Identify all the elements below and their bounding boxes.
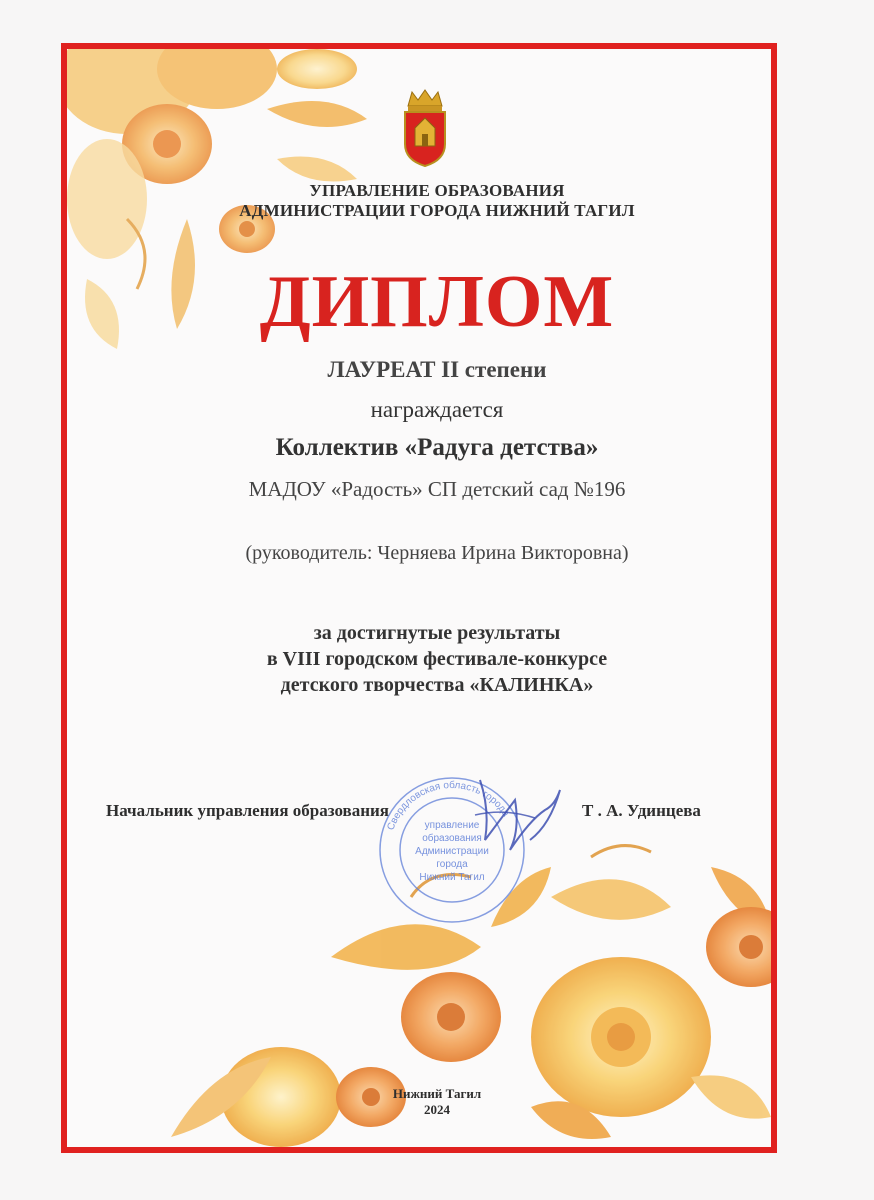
achievement-line-1: за достигнутые результаты bbox=[313, 622, 561, 644]
coat-of-arms-icon bbox=[400, 88, 450, 168]
issuer-organization bbox=[0, 181, 874, 221]
handwritten-signature bbox=[460, 770, 570, 860]
stamp-line-5: Нижний Тагил bbox=[419, 872, 485, 883]
stamp-line-4: города bbox=[436, 859, 468, 870]
recipient-leader: (руководитель: Черняева Ирина Викторовна) bbox=[245, 542, 629, 564]
issue-city: Нижний Тагил bbox=[392, 1086, 482, 1101]
diploma-title: ДИПЛОМ bbox=[259, 261, 615, 343]
awarded-label: награждается bbox=[370, 397, 504, 422]
stamp-ring-text: Свердловская область города bbox=[385, 779, 512, 832]
stamp-line-1: управление bbox=[424, 820, 480, 831]
org-line-2: АДМИНИСТРАЦИИ ГОРОДА НИЖНИЙ ТАГИЛ bbox=[239, 201, 635, 220]
achievement-line-3: детского творчества «КАЛИНКА» bbox=[280, 674, 594, 696]
org-line-1: УПРАВЛЕНИЕ ОБРАЗОВАНИЯ bbox=[309, 181, 565, 200]
signatory-position: Начальник управления образования bbox=[106, 801, 389, 820]
recipient-collective: Коллектив «Радуга детства» bbox=[275, 434, 599, 461]
signatory-name: Т . А. Удинцева bbox=[582, 801, 701, 820]
issue-year: 2024 bbox=[424, 1102, 450, 1117]
stamp-line-2: образования bbox=[422, 833, 482, 844]
recipient-institution: МАДОУ «Радость» СП детский сад №196 bbox=[248, 477, 626, 501]
achievement-text bbox=[0, 620, 874, 698]
laureat-degree: ЛАУРЕАТ II степени bbox=[327, 357, 547, 382]
issue-place-year bbox=[0, 1086, 874, 1118]
achievement-line-2: в VIII городском фестивале-конкурсе bbox=[266, 648, 608, 670]
stamp-line-3: Администрации bbox=[415, 846, 489, 857]
